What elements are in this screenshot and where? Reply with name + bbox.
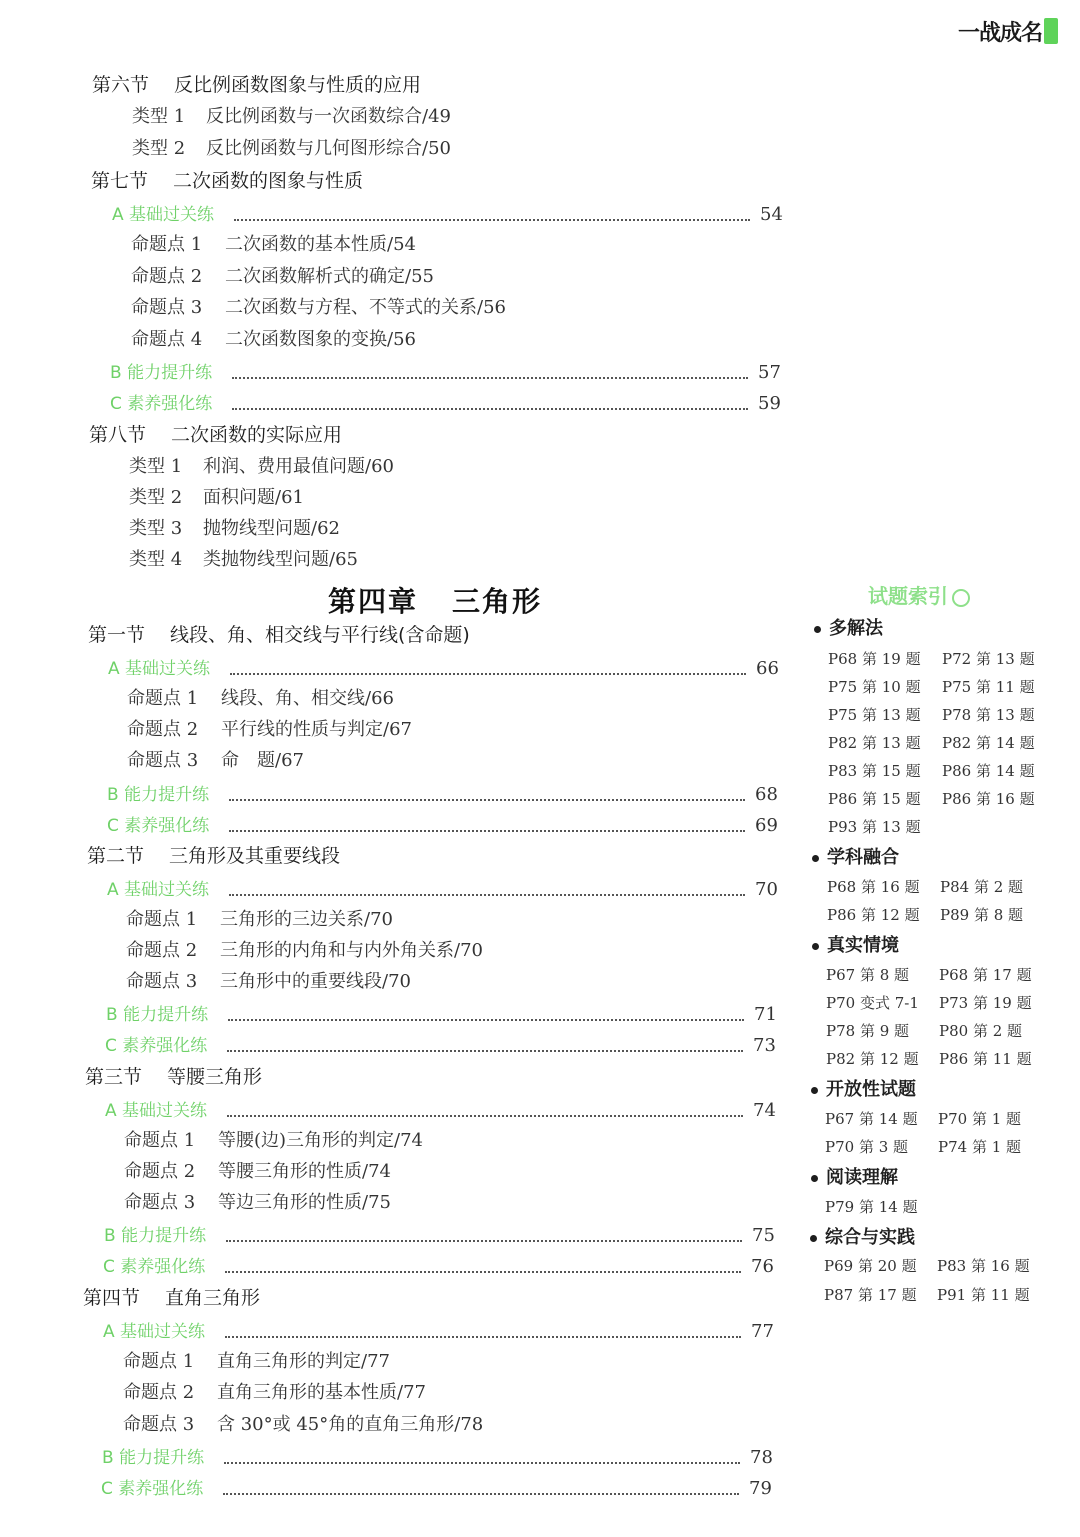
section-heading[interactable]: [89, 420, 342, 450]
drill-row-a[interactable]: [103, 1317, 773, 1347]
toc-item[interactable]: [129, 514, 340, 544]
drill-label: C 素养强化练: [107, 816, 210, 836]
leader-dots: [229, 894, 745, 896]
index-ref[interactable]: P91 第 11 题: [937, 1286, 1030, 1304]
brand-logo: [958, 16, 1058, 46]
drill-row-c[interactable]: [107, 811, 777, 841]
item-text: 二次函数解析式的确定/55: [225, 266, 434, 287]
item-label: 类型 2: [132, 138, 186, 159]
drill-row-a[interactable]: [107, 875, 777, 905]
item-text: 线段、角、相交线/66: [221, 688, 394, 709]
section-number: 第八节: [89, 424, 147, 446]
toc-item[interactable]: [132, 134, 451, 164]
index-ref[interactable]: P82 第 13 题: [828, 734, 921, 752]
drill-row-c[interactable]: [101, 1474, 771, 1504]
drill-row-a[interactable]: [105, 1096, 775, 1126]
item-text: 二次函数图象的变换/56: [225, 329, 416, 350]
index-ref[interactable]: P80 第 2 题: [939, 1022, 1023, 1040]
item-label: 命题点 4: [131, 329, 203, 350]
section-heading[interactable]: [83, 1283, 260, 1313]
section-title: 二次函数的实际应用: [171, 424, 343, 446]
leader-dots: [232, 408, 748, 410]
item-text: 直角三角形的判定/77: [217, 1351, 390, 1372]
index-ref[interactable]: P68 第 16 题: [827, 878, 920, 896]
index-ref[interactable]: P82 第 14 题: [942, 734, 1035, 752]
index-ref[interactable]: P86 第 11 题: [939, 1050, 1032, 1068]
section-heading[interactable]: [87, 841, 340, 871]
drill-label: A 基础过关练: [103, 1322, 206, 1342]
item-label: 类型 1: [132, 106, 186, 127]
page-number: 77: [751, 1321, 774, 1342]
item-text: 含 30°或 45°角的直角三角形/78: [217, 1414, 484, 1435]
toc-item[interactable]: [126, 905, 393, 935]
drill-label: B 能力提升练: [104, 1226, 207, 1246]
page-number: 70: [755, 879, 778, 900]
leader-dots: [234, 219, 750, 221]
toc-item[interactable]: [131, 230, 416, 260]
page-number: 79: [749, 1478, 772, 1499]
item-text: 三角形的三边关系/70: [220, 909, 393, 930]
item-label: 命题点 1: [126, 909, 198, 930]
item-text: 二次函数的基本性质/54: [225, 234, 416, 255]
item-label: 命题点 2: [126, 940, 198, 961]
item-text: 反比例函数与几何图形综合/50: [206, 138, 451, 159]
section-heading[interactable]: [85, 1062, 262, 1092]
index-category: 多解法: [814, 614, 883, 640]
magnifier-icon: [952, 589, 970, 607]
index-ref[interactable]: P73 第 19 题: [939, 994, 1032, 1012]
item-label: 命题点 2: [131, 266, 203, 287]
drill-label: A 基础过关练: [107, 880, 210, 900]
page-number: 76: [751, 1256, 774, 1277]
drill-label: B 能力提升练: [110, 363, 213, 383]
index-ref[interactable]: P89 第 8 题: [940, 906, 1024, 924]
toc-item[interactable]: [123, 1347, 390, 1377]
drill-row-b[interactable]: [107, 780, 777, 810]
toc-item[interactable]: [124, 1126, 423, 1156]
index-ref[interactable]: P78 第 13 题: [942, 706, 1035, 724]
item-label: 类型 3: [129, 518, 183, 539]
drill-row-a[interactable]: [108, 654, 778, 684]
toc-item[interactable]: [123, 1378, 426, 1408]
index-category: 学科融合: [812, 843, 899, 869]
section-number: 第二节: [87, 845, 145, 867]
index-ref[interactable]: P74 第 1 题: [938, 1138, 1022, 1156]
drill-label: A 基础过关练: [112, 205, 215, 225]
item-text: 等腰三角形的性质/74: [218, 1161, 391, 1182]
index-ref[interactable]: P82 第 12 题: [826, 1050, 919, 1068]
drill-label: C 素养强化练: [110, 394, 213, 414]
index-ref[interactable]: P68 第 19 题: [828, 650, 921, 668]
index-ref[interactable]: P86 第 12 题: [827, 906, 920, 924]
leader-dots: [225, 1336, 741, 1338]
drill-label: C 素养强化练: [103, 1257, 206, 1277]
chapter-name: 三角形: [452, 585, 543, 618]
leader-dots: [230, 673, 746, 675]
index-ref[interactable]: P72 第 13 题: [942, 650, 1035, 668]
drill-label: B 能力提升练: [107, 785, 210, 805]
index-ref[interactable]: P70 变式 7-1: [826, 994, 919, 1012]
section-title: 等腰三角形: [167, 1066, 263, 1088]
section-number: 第六节: [92, 74, 150, 96]
item-label: 命题点 3: [131, 297, 203, 318]
section-heading[interactable]: [88, 620, 470, 650]
leader-dots: [229, 830, 745, 832]
page-number: 71: [754, 1004, 777, 1025]
drill-row-a[interactable]: [112, 200, 782, 230]
drill-row-b[interactable]: [104, 1221, 774, 1251]
toc-item[interactable]: [129, 545, 358, 575]
index-ref[interactable]: P79 第 14 题: [825, 1198, 918, 1216]
leader-dots: [232, 377, 748, 379]
item-label: 类型 4: [129, 549, 183, 570]
item-text: 三角形中的重要线段/70: [220, 971, 411, 992]
drill-row-b[interactable]: [106, 1000, 776, 1030]
section-title: 线段、角、相交线与平行线(含命题): [170, 624, 470, 646]
drill-label: B 能力提升练: [102, 1448, 205, 1468]
page-number: 73: [753, 1035, 776, 1056]
drill-label: B 能力提升练: [106, 1005, 209, 1025]
page-number: 59: [758, 393, 781, 414]
toc-item[interactable]: [127, 684, 394, 714]
item-label: 命题点 2: [127, 719, 199, 740]
item-label: 命题点 3: [124, 1192, 196, 1213]
item-text: 平行线的性质与判定/67: [221, 719, 412, 740]
index-ref[interactable]: P75 第 11 题: [942, 678, 1035, 696]
index-category: 阅读理解: [811, 1163, 898, 1189]
section-heading[interactable]: [92, 70, 421, 100]
toc-item[interactable]: [132, 102, 451, 132]
leader-dots: [227, 1050, 743, 1052]
item-text: 命 题/67: [221, 750, 304, 771]
index-ref[interactable]: P83 第 16 题: [937, 1257, 1030, 1275]
leader-dots: [225, 1271, 741, 1273]
toc-item[interactable]: [124, 1188, 391, 1218]
drill-row-c[interactable]: [105, 1031, 775, 1061]
item-text: 二次函数与方程、不等式的关系/56: [225, 297, 506, 318]
item-label: 命题点 1: [131, 234, 203, 255]
index-title: 试题索引: [868, 580, 970, 609]
section-number: 第七节: [91, 170, 149, 192]
leader-dots: [226, 1240, 742, 1242]
item-label: 命题点 3: [126, 971, 198, 992]
drill-label: A 基础过关练: [108, 659, 211, 679]
item-text: 直角三角形的基本性质/77: [217, 1382, 426, 1403]
section-number: 第一节: [88, 624, 146, 646]
section-title: 反比例函数图象与性质的应用: [174, 74, 422, 96]
index-ref[interactable]: P70 第 1 题: [938, 1110, 1022, 1128]
item-text: 抛物线型问题/62: [203, 518, 340, 539]
item-label: 命题点 1: [127, 688, 199, 709]
index-ref[interactable]: P69 第 20 题: [824, 1257, 917, 1275]
index-ref[interactable]: P67 第 8 题: [826, 966, 910, 984]
drill-row-c[interactable]: [103, 1252, 773, 1282]
section-title: 直角三角形: [165, 1287, 261, 1309]
page-number: 66: [756, 658, 779, 679]
toc-item[interactable]: [131, 293, 506, 323]
page-number: 69: [755, 815, 778, 836]
index-ref[interactable]: P84 第 2 题: [940, 878, 1024, 896]
item-label: 类型 1: [129, 456, 183, 477]
page-number: 78: [750, 1447, 773, 1468]
chapter-title: [328, 580, 576, 620]
item-label: 类型 2: [129, 487, 183, 508]
leader-dots: [229, 799, 745, 801]
index-category: 真实情境: [812, 931, 899, 957]
drill-row-b[interactable]: [110, 358, 780, 388]
toc-item[interactable]: [123, 1410, 483, 1440]
page-number: 57: [758, 362, 781, 383]
drill-label: A 基础过关练: [105, 1101, 208, 1121]
page-number: 68: [755, 784, 778, 805]
drill-label: C 素养强化练: [105, 1036, 208, 1056]
toc-item[interactable]: [127, 746, 304, 776]
item-label: 命题点 2: [123, 1382, 195, 1403]
item-label: 命题点 1: [124, 1130, 196, 1151]
leader-dots: [223, 1493, 739, 1495]
leader-dots: [224, 1462, 740, 1464]
toc-item[interactable]: [126, 967, 411, 997]
item-label: 命题点 1: [123, 1351, 195, 1372]
index-category: 综合与实践: [810, 1223, 915, 1249]
index-ref[interactable]: P75 第 10 题: [828, 678, 921, 696]
drill-label: C 素养强化练: [101, 1479, 204, 1499]
section-title: 三角形及其重要线段: [169, 845, 341, 867]
index-ref[interactable]: P86 第 16 题: [942, 790, 1035, 808]
index-ref[interactable]: P68 第 17 题: [939, 966, 1032, 984]
toc-item[interactable]: [131, 262, 434, 292]
index-ref[interactable]: P78 第 9 题: [826, 1022, 910, 1040]
leader-dots: [227, 1115, 743, 1117]
section-number: 第三节: [85, 1066, 143, 1088]
item-label: 命题点 3: [127, 750, 199, 771]
index-ref[interactable]: P75 第 13 题: [828, 706, 921, 724]
index-ref[interactable]: P93 第 13 题: [828, 818, 921, 836]
item-text: 等边三角形的性质/75: [218, 1192, 391, 1213]
item-text: 利润、费用最值问题/60: [203, 456, 394, 477]
toc-item[interactable]: [129, 483, 304, 513]
drill-row-c[interactable]: [110, 389, 780, 419]
toc-item[interactable]: [131, 325, 416, 355]
item-label: 命题点 2: [124, 1161, 196, 1182]
chapter-number: 第四章: [328, 585, 419, 618]
index-ref[interactable]: P70 第 3 题: [825, 1138, 909, 1156]
brand-text: 一战成名: [958, 20, 1043, 46]
toc-item[interactable]: [126, 936, 483, 966]
item-label: 命题点 3: [123, 1414, 195, 1435]
index-ref[interactable]: P67 第 14 题: [825, 1110, 918, 1128]
brand-tag: [1044, 18, 1058, 44]
item-text: 反比例函数与一次函数综合/49: [206, 106, 451, 127]
page-number: 54: [760, 204, 783, 225]
index-category: 开放性试题: [811, 1075, 916, 1101]
item-text: 面积问题/61: [203, 487, 304, 508]
section-number: 第四节: [83, 1287, 141, 1309]
item-text: 三角形的内角和与内外角关系/70: [220, 940, 483, 961]
item-text: 等腰(边)三角形的判定/74: [218, 1130, 424, 1151]
item-text: 类抛物线型问题/65: [203, 549, 358, 570]
index-ref[interactable]: P87 第 17 题: [824, 1286, 917, 1304]
toc-item[interactable]: [127, 715, 412, 745]
section-heading[interactable]: [91, 166, 363, 196]
toc-item[interactable]: [124, 1157, 391, 1187]
leader-dots: [228, 1019, 744, 1021]
index-ref[interactable]: P86 第 14 题: [942, 762, 1035, 780]
page-number: 75: [752, 1225, 775, 1246]
toc-item[interactable]: [129, 452, 394, 482]
section-title: 二次函数的图象与性质: [173, 170, 364, 192]
index-ref[interactable]: P86 第 15 题: [828, 790, 921, 808]
page-number: 74: [753, 1100, 776, 1121]
drill-row-b[interactable]: [102, 1443, 772, 1473]
index-ref[interactable]: P83 第 15 题: [828, 762, 921, 780]
